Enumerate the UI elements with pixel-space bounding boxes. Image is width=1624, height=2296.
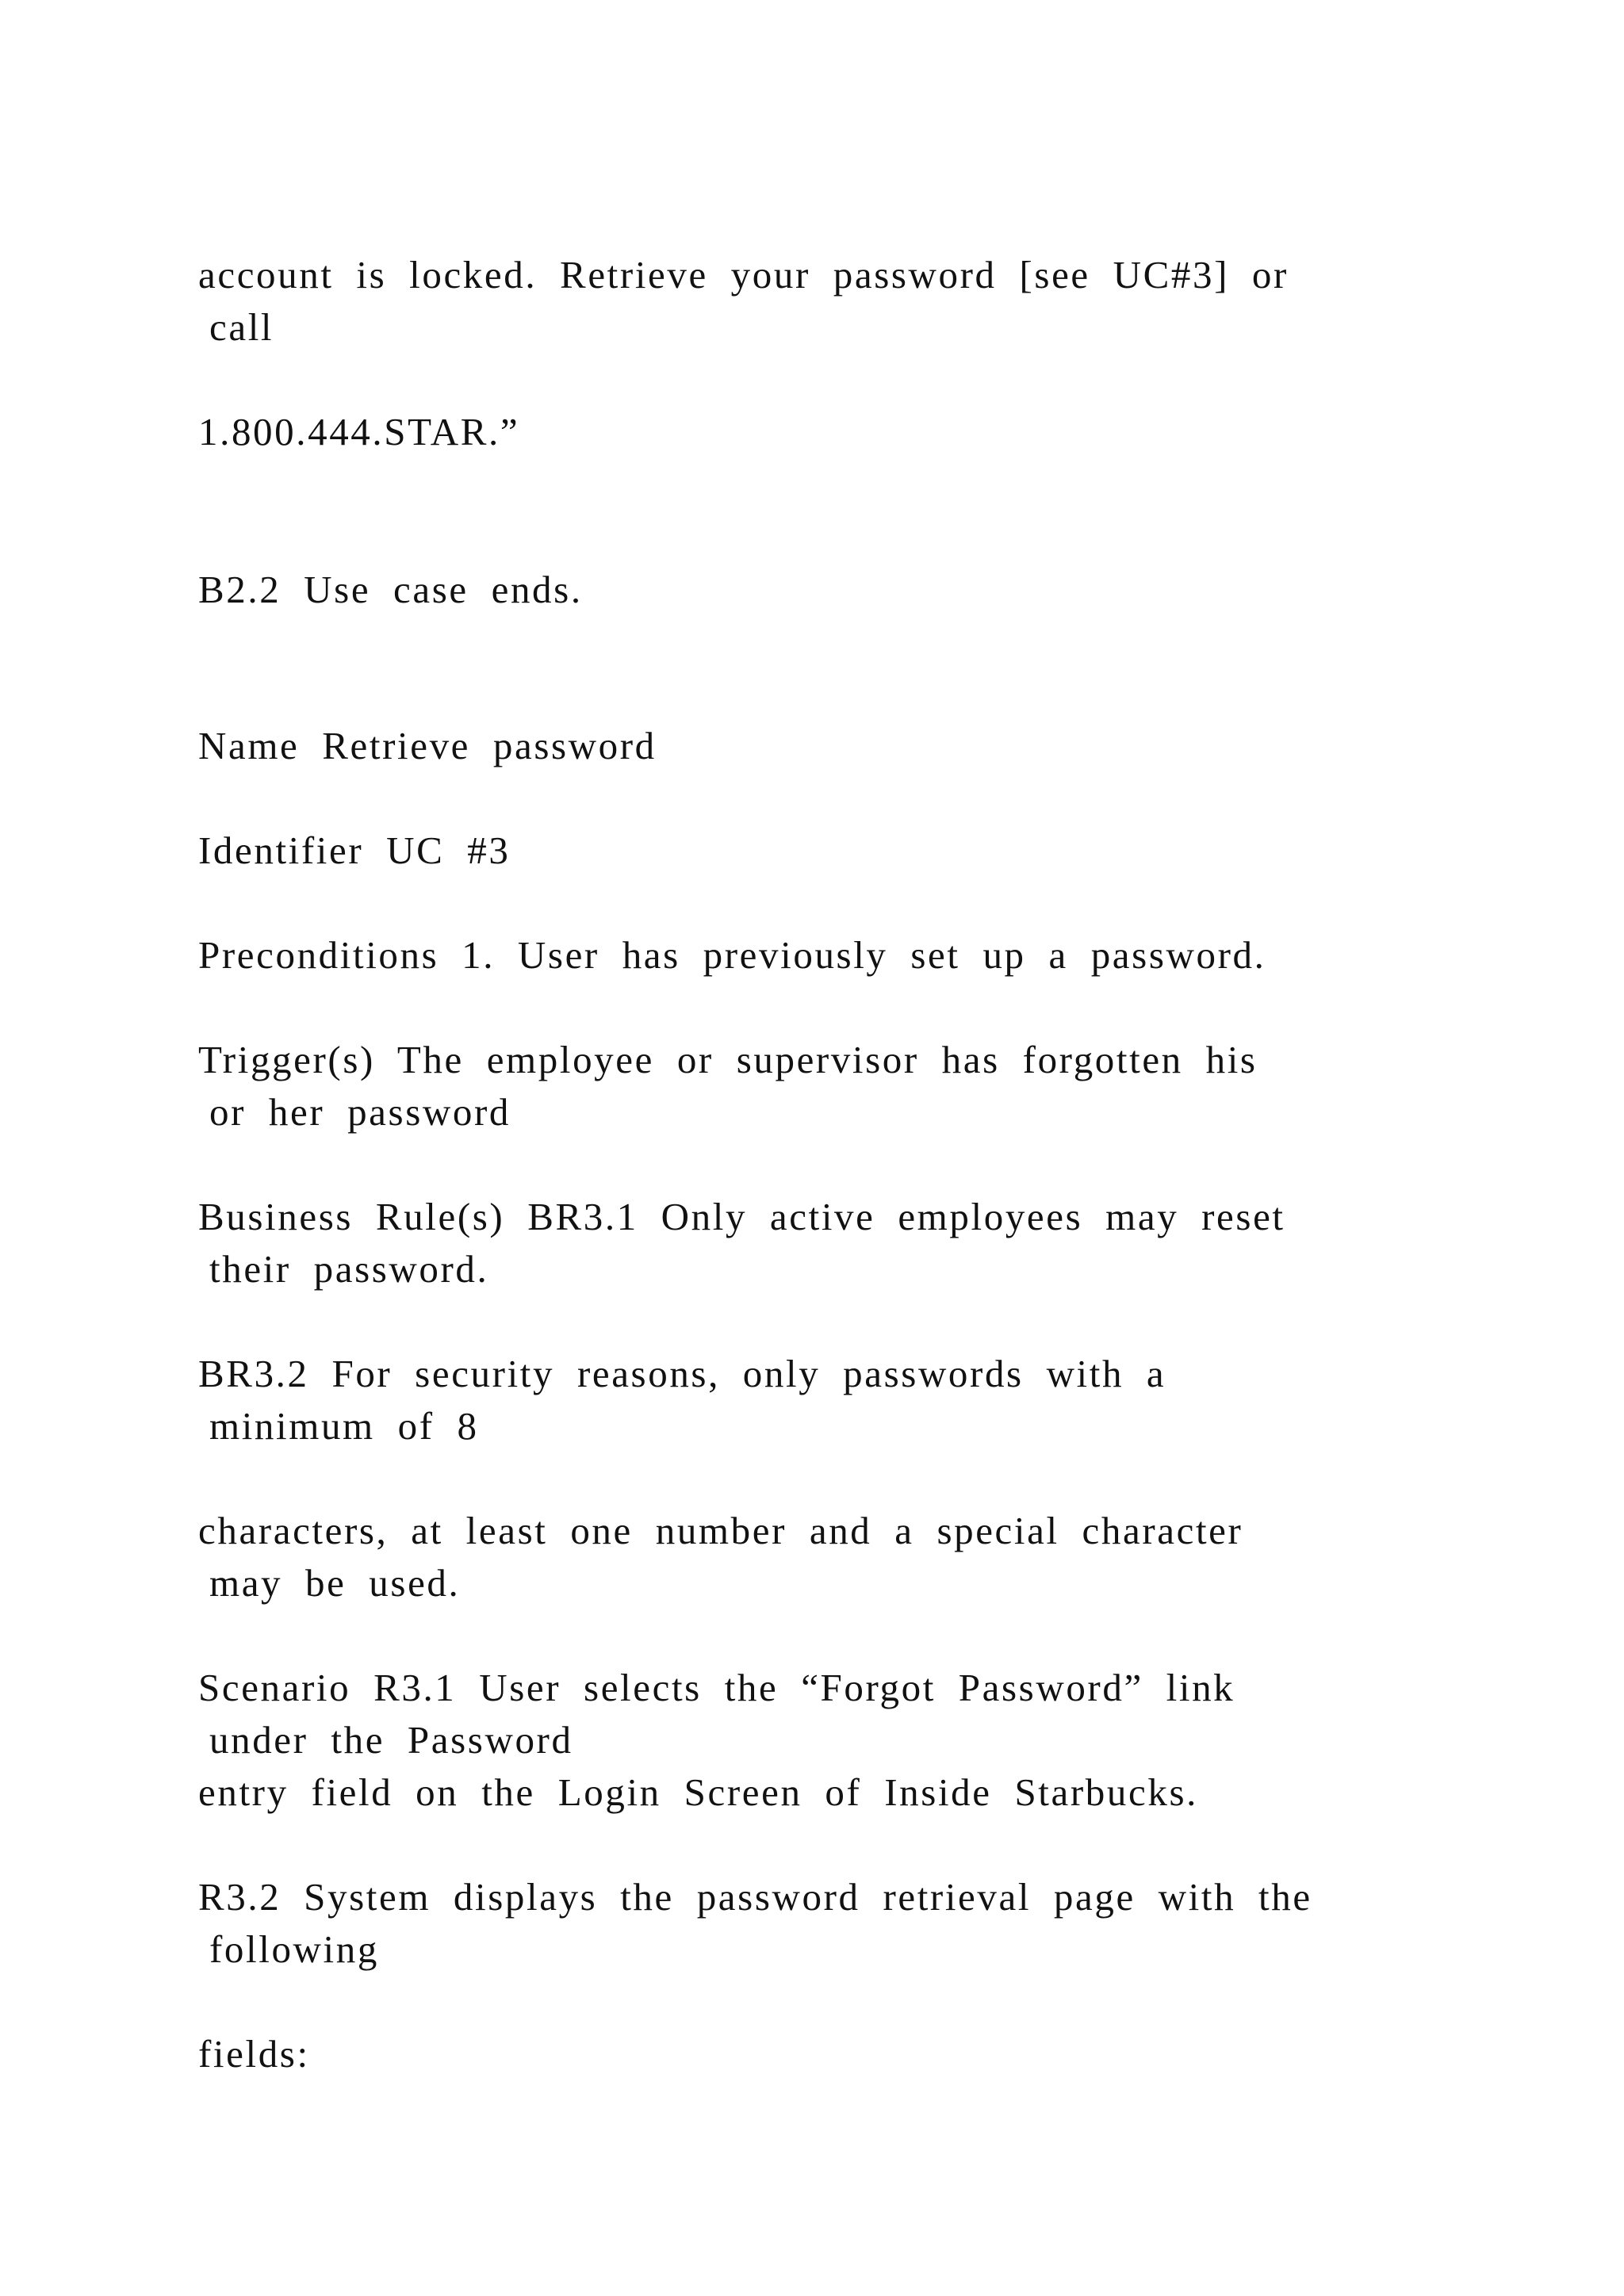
text-line: entry field on the Login Screen of Inside Starbucks. — [198, 1770, 1198, 1814]
text-line: Scenario R3.1 User selects the “Forgot Password” link — [198, 1666, 1235, 1709]
text-line: following — [209, 1927, 379, 1971]
text-line: B2.2 Use case ends. — [198, 568, 583, 611]
text-line: or her password — [209, 1090, 511, 1134]
text-line: their password. — [209, 1247, 489, 1291]
text-line: may be used. — [209, 1561, 461, 1605]
text-line: fields: — [198, 2032, 310, 2076]
text-line: characters, at least one number and a special character — [198, 1509, 1243, 1552]
text-line: call — [209, 305, 274, 349]
text-line: Name Retrieve password — [198, 724, 657, 767]
text-line: Business Rule(s) BR3.1 Only active employees may reset — [198, 1195, 1285, 1238]
text-line: account is locked. Retrieve your password [see UC#3] or — [198, 253, 1289, 297]
text-line: R3.2 System displays the password retrieval page with the — [198, 1875, 1312, 1919]
text-line: Preconditions 1. User has previously set up a password. — [198, 933, 1266, 977]
text-line: Identifier UC #3 — [198, 828, 511, 872]
text-line: BR3.2 For security reasons, only passwords with a — [198, 1352, 1166, 1395]
text-line: 1.800.444.STAR.” — [198, 410, 520, 453]
text-line: minimum of 8 — [209, 1404, 479, 1448]
text-line: Trigger(s) The employee or supervisor has forgotten his — [198, 1038, 1258, 1081]
text-line: under the Password — [209, 1718, 573, 1762]
